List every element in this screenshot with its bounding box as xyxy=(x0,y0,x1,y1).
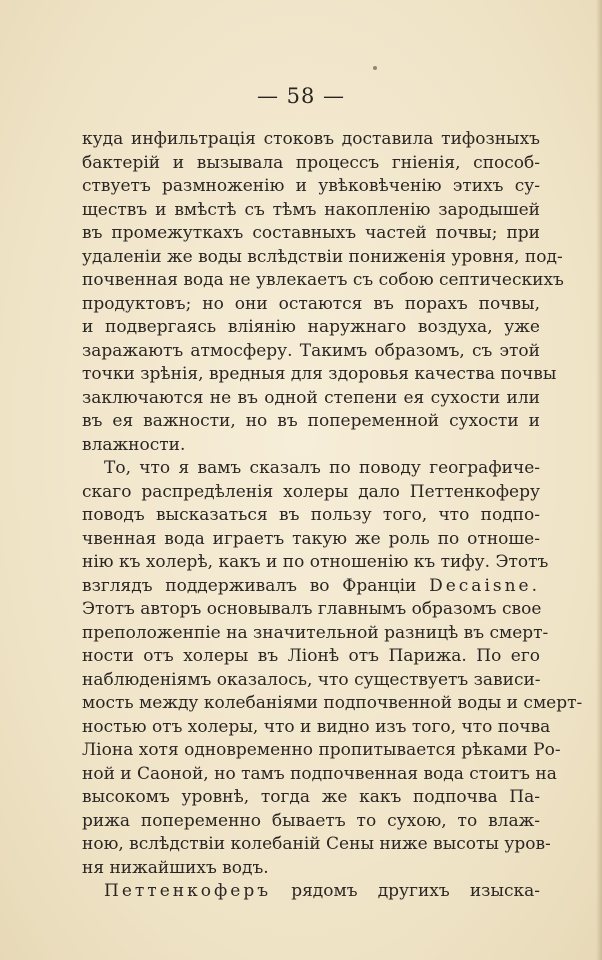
page-edge-shadow xyxy=(596,0,602,960)
text-line: Этотъ авторъ основывалъ главнымъ образомъ свое xyxy=(82,599,542,619)
text-line-with-name xyxy=(82,575,540,599)
text-segment: рядомъ другихъ изыска- xyxy=(291,881,541,901)
text-line: въ промежуткахъ составныхъ частей почвы; при xyxy=(82,223,540,243)
text-line: Ліона хотя одновременно пропитывается рѣками Ро- xyxy=(82,740,561,760)
text-line-with-name xyxy=(82,880,540,904)
text-line: удаленіи же воды вслѣдствіи пониженія уровня, под- xyxy=(82,246,563,267)
text-line: куда инфильтрація стоковъ доставила тифозныхъ xyxy=(82,129,540,149)
text-line: продуктовъ; но они остаются въ порахъ почвы, xyxy=(82,293,540,314)
text-line: ня нижайшихъ водъ. xyxy=(82,857,269,878)
author-name-pettenkofer: Петтенкоферъ xyxy=(104,881,272,901)
text-line: ностью отъ холеры, что и видно изъ того, что почва xyxy=(82,716,551,737)
text-line: въ ея важности, но въ попеременной сухости и xyxy=(82,411,540,431)
text-line: ной и Саоной, но тамъ подпочвенная вода стоитъ на xyxy=(82,763,557,784)
ink-speck xyxy=(373,66,377,70)
text-line: ности отъ холеры въ Ліонѣ отъ Парижа. По его xyxy=(82,646,540,666)
text-line: ствуетъ размноженію и увѣковѣченію этихъ су- xyxy=(82,176,540,196)
text-line: и подвергаясь вліянію наружнаго воздуха, уже xyxy=(82,317,540,337)
author-name-decaisne: Decaisne. xyxy=(429,575,541,596)
text-line: высокомъ уровнѣ, тогда же какъ подпочва Па- xyxy=(82,787,540,807)
text-line: наблюденіямъ оказалось, что существуетъ зависи- xyxy=(82,669,541,690)
text-line: чвенная вода играетъ такую же роль по отноше- xyxy=(82,528,540,549)
text-segment: взглядъ поддерживалъ во Франціи xyxy=(82,575,417,596)
text-line: скаго распредѣленія холеры дало Петтенкоферу xyxy=(82,481,540,502)
text-line: заключаются не въ одной степени ея сухости или xyxy=(82,387,540,408)
text-line: бактерій и вызывала процессъ гніенія, способ- xyxy=(82,152,540,173)
page-number: — 58 — xyxy=(256,84,346,108)
text-line: почвенная вода не увлекаетъ съ собою септическихъ xyxy=(82,270,564,290)
text-line: рижа попеременно бываетъ то сухою, то влаж- xyxy=(82,810,540,831)
text-line: ною, вслѣдствіи колебаній Сены ниже высоты уров- xyxy=(82,834,551,854)
text-line: поводъ высказаться въ пользу того, что подпо- xyxy=(82,505,540,525)
text-line: преположенпіе на значительной разницѣ въ смерт- xyxy=(82,622,549,643)
text-line: точки зрѣнія, вредныя для здоровья качества почвы xyxy=(82,364,557,384)
text-line: мость между колебаніями подпочвенной воды и смерт- xyxy=(82,693,583,713)
text-line: нію къ холерѣ, какъ и по отношенію къ тифу. Этотъ xyxy=(82,552,549,572)
text-line: ществъ и вмѣстѣ съ тѣмъ накопленію зародышей xyxy=(82,199,540,220)
body-text xyxy=(82,128,583,904)
text-line: заражаютъ атмосферу. Такимъ образомъ, съ этой xyxy=(82,340,540,361)
text-line: влажности. xyxy=(82,434,186,455)
text-line: То, что я вамъ сказалъ по поводу географиче- xyxy=(104,458,540,478)
